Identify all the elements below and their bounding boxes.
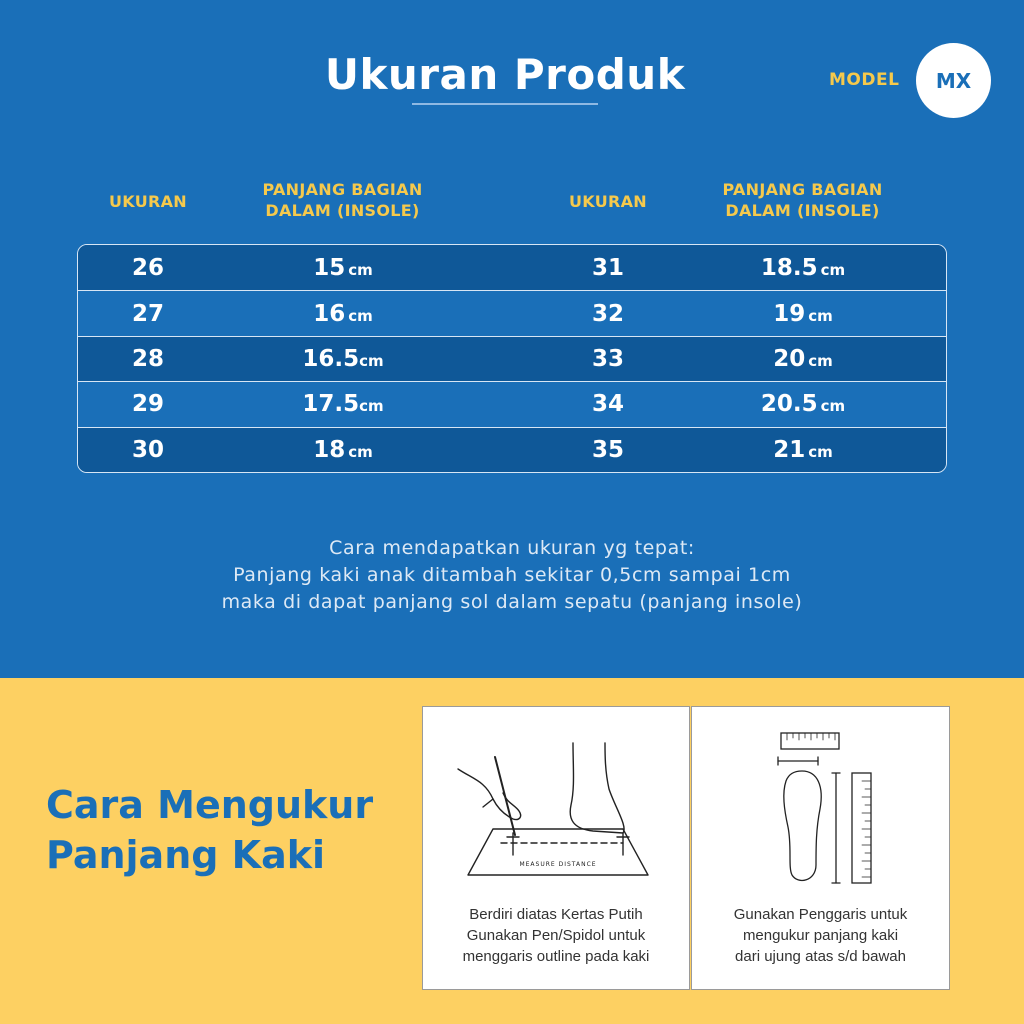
- header-length-line2: DALAM (INSOLE): [265, 201, 420, 220]
- header-length-right: [695, 179, 910, 221]
- length-value: 16.5: [302, 345, 360, 372]
- measure-panel-outline: [422, 706, 690, 990]
- unit-label: cm: [820, 260, 846, 279]
- length-value: 18: [313, 436, 346, 463]
- length-cell: [698, 255, 908, 281]
- length-value: 20.5: [760, 391, 818, 418]
- length-value: 20: [773, 345, 806, 372]
- ruler-vertical: [852, 773, 871, 883]
- foot-tracing-illustration: [423, 707, 691, 897]
- caption-line: Berdiri diatas Kertas Putih: [469, 906, 643, 923]
- size-cell: 30: [131, 436, 164, 463]
- table-row: [78, 336, 946, 381]
- length-value: 16: [313, 300, 346, 327]
- header-length-line1: PANJANG BAGIAN: [722, 180, 883, 199]
- length-cell: [698, 301, 908, 327]
- measure-distance-label: MEASURE DISTANCE: [519, 861, 597, 868]
- size-cell: 34: [591, 391, 624, 418]
- table-row: [78, 290, 946, 335]
- tip-line: maka di dapat panjang sol dalam sepatu (panjang insole): [221, 591, 803, 613]
- sizing-tip: [0, 535, 1024, 616]
- size-cell: 31: [591, 254, 624, 281]
- length-value: 19: [773, 300, 806, 327]
- length-cell: [238, 437, 448, 463]
- size-cell: 35: [591, 436, 624, 463]
- measure-heading-line1: Cara Mengukur: [46, 783, 374, 827]
- header-length-line1: PANJANG BAGIAN: [262, 180, 423, 199]
- length-cell: [238, 255, 448, 281]
- insole-outline: [784, 771, 821, 880]
- ruler-horizontal: [781, 733, 839, 749]
- length-value: 21: [773, 436, 806, 463]
- size-cell: 29: [131, 391, 164, 418]
- tip-line: Panjang kaki anak ditambah sekitar 0,5cm sampai 1cm: [233, 564, 791, 586]
- caption-line: dari ujung atas s/d bawah: [735, 948, 906, 965]
- page-title: Ukuran Produk: [324, 50, 686, 99]
- size-cell: 33: [591, 345, 624, 372]
- unit-label: cm: [359, 397, 384, 416]
- length-cell: [238, 391, 448, 417]
- caption-line: mengukur panjang kaki: [742, 927, 899, 944]
- caption-line: menggaris outline pada kaki: [462, 948, 650, 965]
- size-cell: 27: [131, 300, 164, 327]
- unit-label: cm: [348, 306, 373, 325]
- length-cell: [698, 437, 908, 463]
- measure-panel-ruler: [691, 706, 950, 990]
- table-row: [78, 245, 946, 290]
- unit-label: cm: [808, 306, 833, 325]
- length-value: 17.5: [302, 391, 360, 418]
- length-cell: [238, 346, 448, 372]
- model-label: MODEL: [829, 70, 900, 90]
- measure-heading: [46, 780, 373, 880]
- paper-shape: [468, 829, 648, 875]
- unit-label: cm: [820, 397, 846, 416]
- length-cell: [238, 301, 448, 327]
- length-cell: [698, 346, 908, 372]
- size-table: [77, 244, 947, 473]
- panel-caption: [692, 904, 949, 967]
- size-cell: 32: [591, 300, 624, 327]
- caption-line: Gunakan Penggaris untuk: [733, 906, 908, 923]
- unit-label: cm: [348, 442, 373, 461]
- header-length-line2: DALAM (INSOLE): [725, 201, 880, 220]
- table-row: [78, 381, 946, 426]
- ruler-insole-illustration: [692, 707, 951, 897]
- unit-label: cm: [808, 351, 833, 370]
- size-cell: 26: [131, 254, 164, 281]
- panel-caption: [423, 904, 689, 967]
- unit-label: cm: [808, 442, 833, 461]
- unit-label: cm: [359, 351, 384, 370]
- length-value: 15: [313, 254, 346, 281]
- unit-label: cm: [348, 260, 373, 279]
- title-underline: [412, 103, 598, 105]
- tip-line: Cara mendapatkan ukuran yg tepat:: [329, 537, 695, 559]
- header-length-left: [235, 179, 450, 221]
- measure-heading-line2: Panjang Kaki: [46, 833, 326, 877]
- foot-outline: [570, 743, 624, 833]
- header-size-left: UKURAN: [109, 192, 187, 211]
- model-badge: MX: [916, 43, 991, 118]
- length-cell: [698, 391, 908, 417]
- table-row: [78, 427, 946, 472]
- caption-line: Gunakan Pen/Spidol untuk: [466, 927, 646, 944]
- length-value: 18.5: [760, 254, 818, 281]
- hand-outline: [458, 769, 521, 820]
- header-size-right: UKURAN: [569, 192, 647, 211]
- size-cell: 28: [131, 345, 164, 372]
